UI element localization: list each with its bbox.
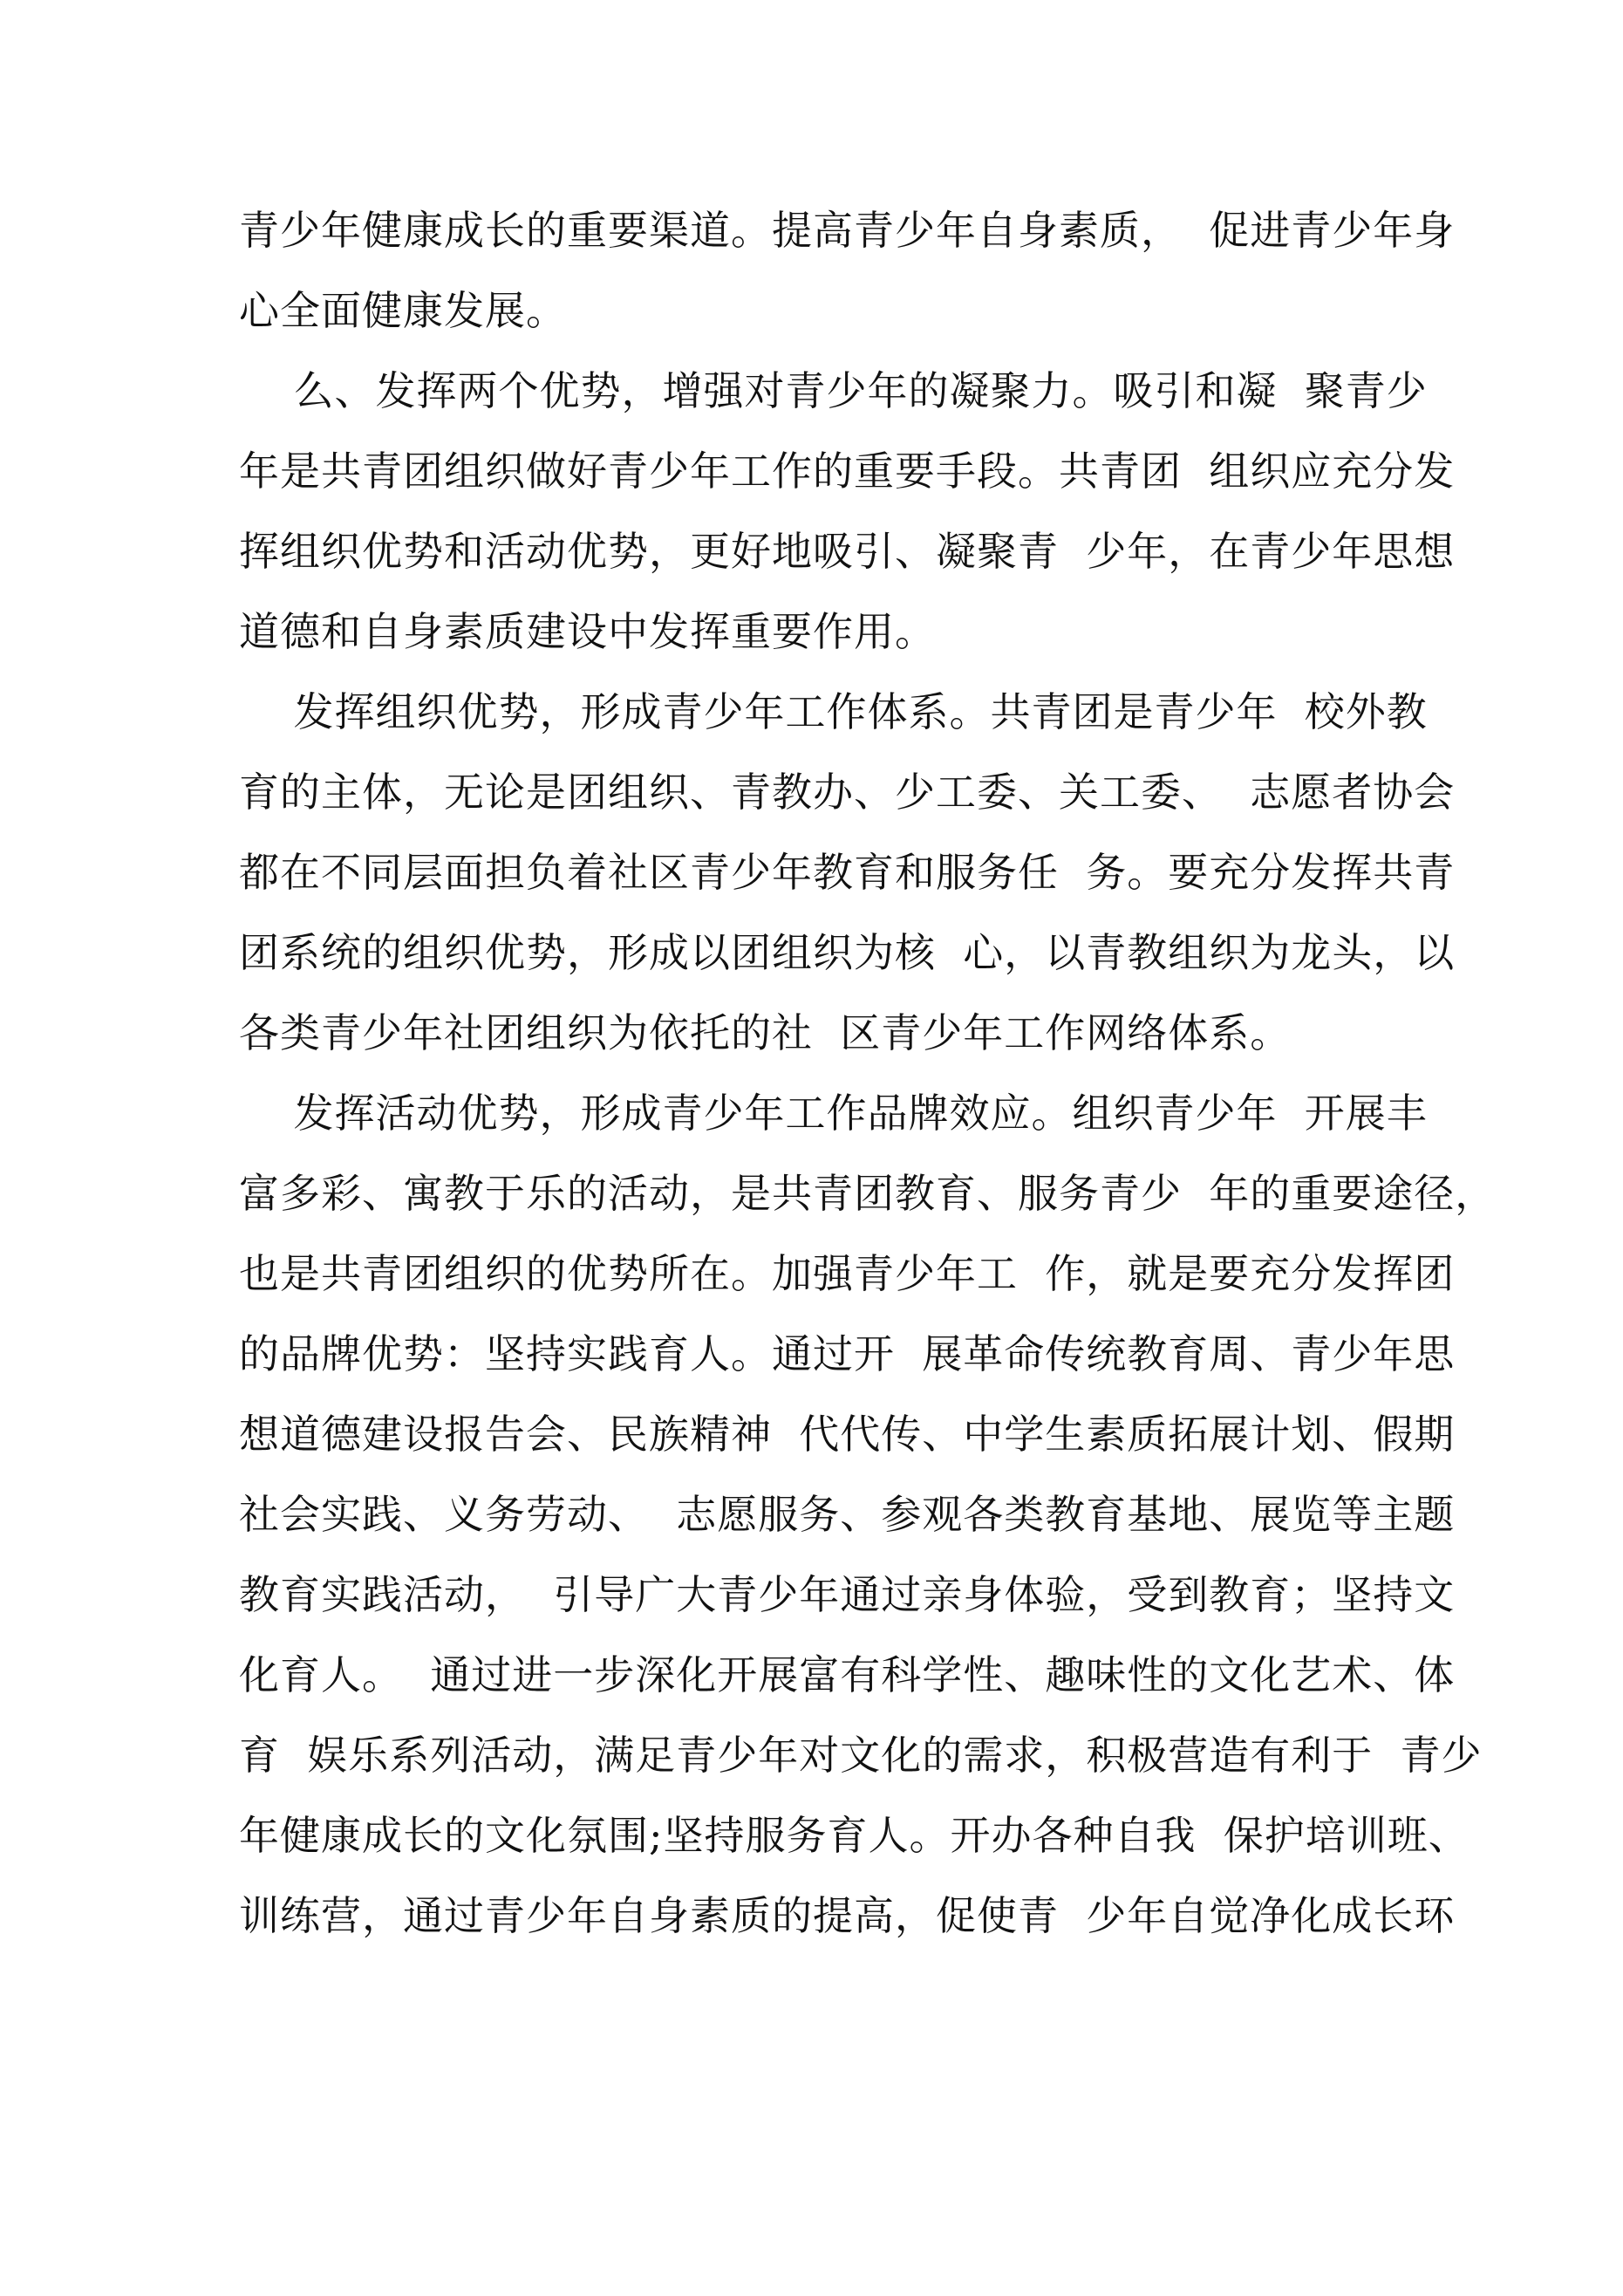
text-line: 训练营，通过青少年自身素质的提高，促使青 少年自觉净化成长环 — [239, 1892, 1456, 1939]
text-line: 化育人。 通过进一步深化开展富有科学性、趣味性的文化艺术、体 — [239, 1651, 1456, 1698]
text-line: 的品牌优势：坚持实践育人。通过开 展革命传统教育周、青少年思 — [239, 1330, 1456, 1377]
text-line: 团系统的组织优势，形成以团组织为核 心，以青教组织为龙头，以 — [239, 929, 1456, 976]
text-line: 年是共青团组织做好青少年工作的重要手段。共青团 组织应充分发 — [239, 448, 1456, 495]
document-body — [239, 190, 1497, 1956]
text-line: 发挥活动优势，形成青少年工作品牌效应。组织青少年 开展丰 — [239, 1090, 1428, 1137]
text-line: 社会实践、义务劳动、 志愿服务、参观各类教育基地、展览等主题 — [239, 1491, 1456, 1538]
text-line: 发挥组织优势，形成青少年工作体系。共青团是青少年 校外教 — [239, 688, 1428, 735]
text-line: 道德和自身素质建设中发挥重要作用。 — [239, 608, 936, 655]
text-line: 育的主体，无论是团组织、青教办、少工委、关工委、 志愿者协会 — [239, 769, 1456, 816]
text-line: 富多彩、寓教于乐的活动，是共青团教育、服务青少 年的重要途径， — [239, 1170, 1497, 1217]
text-line: 都在不同层面担负着社区青少年教育和服务任 务。要充分发挥共青 — [239, 849, 1456, 896]
text-line: 么、发挥两个优势，增强对青少年的凝聚力。吸引和凝 聚青少 — [239, 367, 1428, 414]
text-line: 教育实践活动， 引导广大青少年通过亲身体验，受到教育；坚持文 — [239, 1571, 1456, 1618]
text-line: 也是共青团组织的优势所在。加强青少年工 作，就是要充分发挥团 — [239, 1250, 1456, 1297]
text-line: 想道德建设报告会、民族精神 代代传、中学生素质拓展计划、假期 — [239, 1411, 1456, 1458]
text-line: 青少年健康成长的重要渠道。提高青少年自身素质， 促进青少年身 — [239, 207, 1456, 254]
text-line: 挥组织优势和活动优势，更好地吸引、凝聚青 少年，在青少年思想 — [239, 528, 1456, 575]
text-line: 育 娱乐系列活动，满足青少年对文化的需求，积极营造有利于 青少 — [239, 1732, 1483, 1779]
text-line: 心全面健康发展。 — [239, 287, 567, 334]
text-line: 年健康成长的文化氛围;坚持服务育人。开办各种自我 保护培训班、 — [239, 1812, 1470, 1859]
text-line: 各类青少年社团组织为依托的社 区青少年工作网络体系。 — [239, 1009, 1292, 1056]
